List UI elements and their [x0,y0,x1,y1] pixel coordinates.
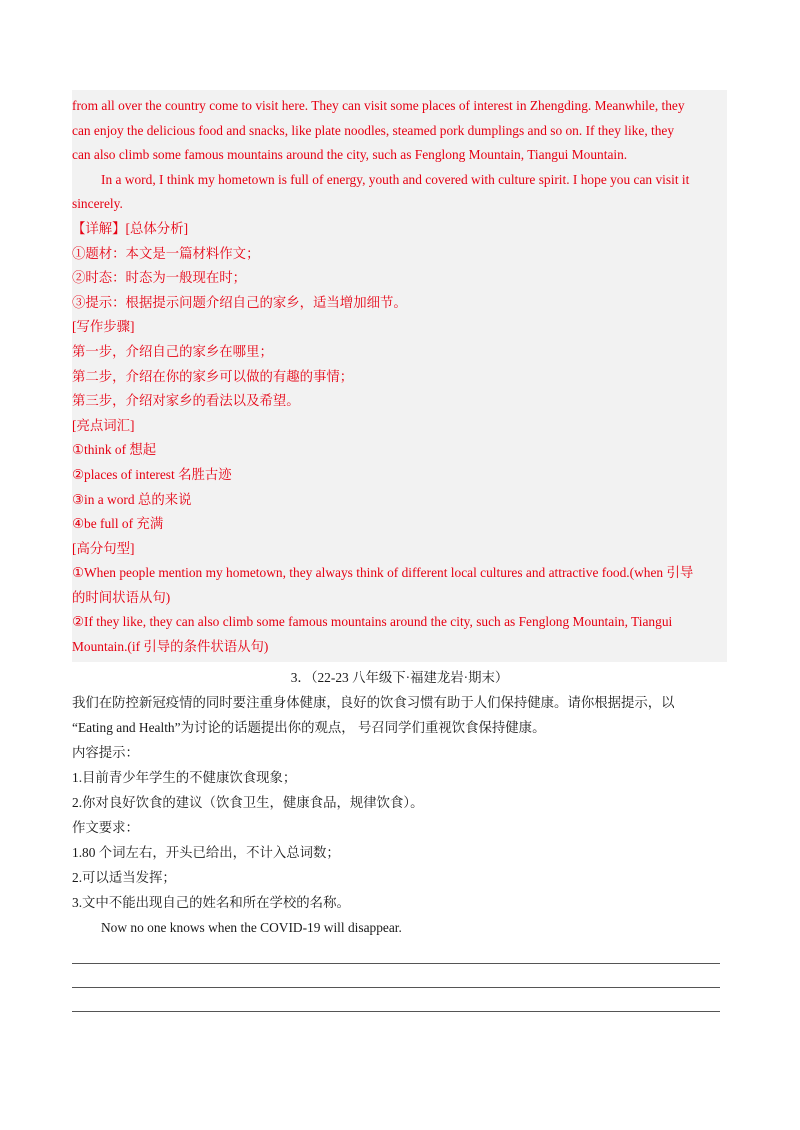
question-prompt: 我们在防控新冠疫情的同时要注重身体健康，良好的饮食习惯有助于人们保持健康。请你根据提示，以 [72,695,675,710]
requirement-item: 3.文中不能出现自己的姓名和所在学校的名称。 [72,895,350,910]
answer-line[interactable] [72,987,720,988]
essay-line: can also climb some famous mountains around the city, such as Fenglong Mountain, Tiangui Mountain. [72,147,628,163]
opening-sentence: Now no one knows when the COVID-19 will disappear. [101,920,402,935]
answer-line[interactable] [72,1011,720,1012]
essay-line: can enjoy the delicious food and snacks, like plate noodles, steamed pork dumplings and so on. If they like, they [72,122,675,138]
requirement-item: 2.可以适当发挥； [72,870,176,885]
sentence-item: ①When people mention my hometown, they always think of different local cultures and attractive food.(when 引导 [72,565,694,581]
sentence-item: 的时间状语从句) [72,589,171,605]
content-heading: 内容提示： [72,745,139,760]
analysis-item: ①题材：本文是一篇材料作文； [72,245,260,261]
requirement-item: 1.80 个词左右，开头已给出，不计入总词数； [72,845,340,860]
sentences-heading: [高分句型] [72,540,135,556]
vocab-item: ④be full of 充满 [72,516,164,532]
steps-heading: [写作步骤] [72,319,135,335]
analysis-heading: 【详解】[总体分析] [72,220,189,236]
step-item: 第一步，介绍自己的家乡在哪里； [72,343,273,359]
essay-line: from all over the country come to visit here. They can visit some places of interest in Zhengding. Meanwhile, they [72,98,685,113]
content-item: 1.目前青少年学生的不健康饮食现象； [72,770,297,785]
step-item: 第三步，介绍对家乡的看法以及希望。 [72,393,300,409]
vocab-heading: [亮点词汇] [72,417,135,433]
essay-conclusion: In a word, I think my hometown is full of energy, youth and covered with culture spirit. I hope you can visit it [101,171,690,187]
sentence-item: Mountain.(if 引导的条件状语从句) [72,639,269,655]
step-item: 第二步，介绍在你的家乡可以做的有趣的事情； [72,368,354,384]
vocab-item: ②places of interest 名胜古迹 [72,466,232,482]
analysis-item: ②时态：时态为一般现在时； [72,270,247,286]
question-section [72,665,727,940]
analysis-item: ③提示：根据提示问题介绍自己的家乡，适当增加细节。 [72,294,407,310]
sentence-item: ②If they like, they can also climb some famous mountains around the city, such as Fenglong Mountain, Tiangui [72,614,673,630]
vocab-item: ③in a word 总的来说 [72,491,192,507]
question-title: 3．（22-23 八年级下·福建龙岩·期末） [290,670,509,685]
essay-conclusion-end: sincerely. [72,196,123,212]
content-item: 2.你对良好饮食的建议（饮食卫生，健康食品，规律饮食）。 [72,795,424,810]
question-prompt: “Eating and Health”为讨论的话题提出你的观点， 号召同学们重视饮食保持健康。 [72,720,546,735]
answer-line[interactable] [72,963,720,964]
answer-section [72,90,727,662]
vocab-item: ①think of 想起 [72,442,157,458]
requirements-heading: 作文要求： [72,820,139,835]
answer-content [72,94,722,660]
